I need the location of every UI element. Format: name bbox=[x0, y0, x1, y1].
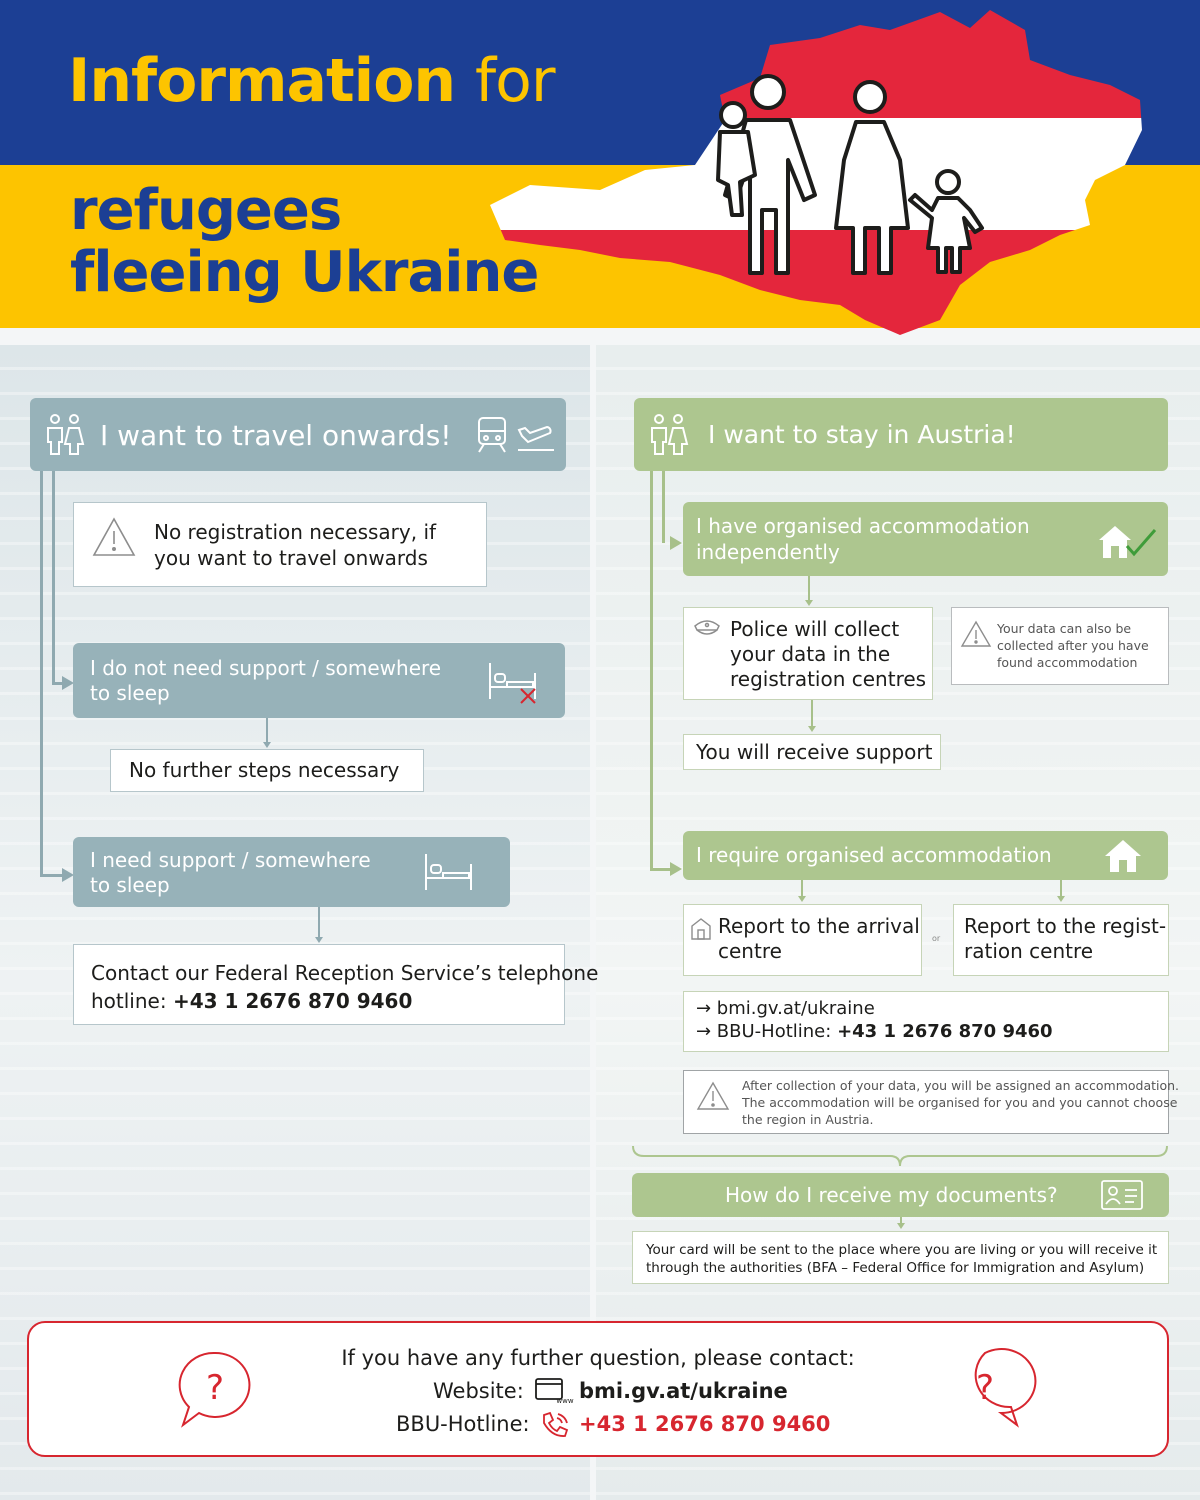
arrow-down-support bbox=[808, 726, 816, 732]
people-icon bbox=[44, 414, 86, 456]
no-registration-box bbox=[73, 502, 487, 587]
footer-question: If you have any further question, please contact: bbox=[341, 1346, 855, 1370]
title-bold: Information bbox=[68, 46, 456, 116]
travel-onwards-title: I want to travel onwards! bbox=[100, 419, 452, 452]
require-accommodation-header bbox=[683, 831, 1168, 880]
subtitle-line-1: refugees bbox=[70, 178, 342, 243]
bed-icon bbox=[423, 850, 477, 894]
documents-header bbox=[632, 1173, 1169, 1217]
link-hotline-phone[interactable]: +43 1 2676 870 9460 bbox=[837, 1021, 1053, 1042]
organised-accommodation-header bbox=[683, 502, 1168, 576]
regist-line-2: ration centre bbox=[964, 939, 1094, 963]
phone-icon bbox=[540, 1411, 570, 1439]
receive-support-text: You will receive support bbox=[696, 740, 933, 764]
need-support-line-1: I need support / somewhere bbox=[90, 848, 371, 872]
connector-inner-right bbox=[662, 471, 665, 543]
police-cap-icon bbox=[693, 618, 721, 638]
no-support-header bbox=[73, 643, 565, 718]
connector-need-support-down bbox=[318, 907, 320, 937]
data-note-box bbox=[951, 607, 1169, 685]
contact-line-2 bbox=[91, 987, 412, 1015]
contact-footer bbox=[27, 1321, 1169, 1457]
subtitle-line-2: fleeing Ukraine bbox=[70, 240, 539, 305]
link-hotline bbox=[696, 1021, 1053, 1043]
arrow-down-no-further bbox=[263, 742, 271, 748]
house-check-icon bbox=[1097, 522, 1159, 562]
contact-prefix: hotline: bbox=[91, 989, 167, 1013]
warning-icon bbox=[696, 1081, 730, 1111]
assign-line-3: the region in Austria. bbox=[742, 1112, 874, 1127]
assign-line-2: The accommodation will be organised for you and you cannot choose bbox=[742, 1095, 1178, 1110]
assign-line-1: After collection of your data, you will be assigned an accommodation. bbox=[742, 1078, 1180, 1093]
footer-website-link[interactable]: bmi.gv.at/ukraine bbox=[579, 1379, 788, 1403]
connector-main-left bbox=[40, 471, 43, 876]
footer-hotline-phone[interactable]: +43 1 2676 870 9460 bbox=[579, 1412, 831, 1436]
bed-crossed-icon bbox=[487, 659, 541, 705]
connector-to-arrival bbox=[801, 880, 803, 896]
svg-text:?: ? bbox=[205, 1368, 225, 1408]
links-box bbox=[683, 991, 1169, 1052]
connector-to-support bbox=[811, 700, 813, 726]
organised-line-1: I have organised accommodation bbox=[696, 514, 1030, 538]
house-icon bbox=[1103, 838, 1143, 874]
arrow-to-organised bbox=[670, 536, 682, 550]
arrow-down-police bbox=[805, 600, 813, 606]
connector-to-regist bbox=[1060, 880, 1062, 896]
police-line-2: your data in the bbox=[730, 642, 891, 666]
card-line-1: Your card will be sent to the place where you are living or you will receive it bbox=[646, 1242, 1158, 1258]
train-icon bbox=[476, 416, 508, 454]
svg-text:www: www bbox=[556, 1397, 574, 1405]
connector-inner-left bbox=[52, 471, 55, 683]
connector-to-police bbox=[808, 576, 810, 600]
arrow-down-card bbox=[897, 1223, 905, 1229]
no-registration-text: No registration necessary, if you want to travel onwards bbox=[154, 520, 437, 570]
plane-icon bbox=[517, 418, 555, 452]
contact-phone[interactable]: +43 1 2676 870 9460 bbox=[172, 989, 413, 1013]
bracket-connector bbox=[632, 1144, 1168, 1168]
connector-branch-require bbox=[650, 868, 672, 871]
arrow-to-require bbox=[670, 862, 682, 876]
connector-branch-2 bbox=[40, 874, 64, 877]
arrival-centre-box bbox=[683, 904, 922, 976]
austria-map-family-icon bbox=[470, 0, 1160, 345]
police-line-3: registration centres bbox=[730, 667, 927, 691]
website-icon bbox=[535, 1378, 574, 1405]
arrow-down-contact bbox=[315, 937, 323, 943]
arrow-down-arrival bbox=[798, 896, 806, 902]
no-support-line-1: I do not need support / somewhere bbox=[90, 656, 442, 680]
no-support-line-2: to sleep bbox=[90, 681, 170, 705]
data-note-line-1: Your data can also be bbox=[997, 621, 1132, 636]
need-support-line-2: to sleep bbox=[90, 873, 170, 897]
footer-hotline-label: BBU-Hotline: bbox=[396, 1412, 530, 1436]
documents-title: How do I receive my documents? bbox=[725, 1183, 1058, 1207]
arrival-line-2: centre bbox=[718, 939, 782, 963]
no-further-steps-box bbox=[110, 749, 424, 792]
building-icon bbox=[690, 917, 712, 941]
arrow-down-regist bbox=[1057, 896, 1065, 902]
stay-austria-header bbox=[634, 398, 1168, 471]
card-line-2: through the authorities (BFA – Federal Office for Immigration and Asylum) bbox=[646, 1260, 1145, 1276]
data-note-line-3: found accommodation bbox=[997, 655, 1138, 670]
no-further-steps-text: No further steps necessary bbox=[129, 758, 400, 782]
warning-icon bbox=[960, 620, 992, 648]
receive-support-box bbox=[683, 734, 941, 770]
arrival-line-1: Report to the arrival bbox=[718, 914, 920, 938]
regist-line-1: Report to the regist- bbox=[964, 914, 1167, 938]
page-subtitle bbox=[70, 180, 538, 304]
need-support-header bbox=[73, 837, 510, 907]
connector-no-support-down bbox=[266, 718, 268, 742]
organised-line-2: independently bbox=[696, 540, 840, 564]
id-card-icon bbox=[1101, 1180, 1143, 1210]
title-light: for bbox=[475, 46, 555, 116]
assignment-note-box bbox=[683, 1070, 1180, 1134]
or-label: or bbox=[932, 934, 941, 943]
link-website[interactable]: → bmi.gv.at/ukraine bbox=[696, 998, 875, 1019]
contact-hotline-box bbox=[73, 944, 599, 1025]
warning-icon bbox=[92, 517, 136, 557]
card-info-box bbox=[632, 1231, 1169, 1284]
data-note-line-2: collected after you have bbox=[997, 638, 1149, 653]
registration-centre-box bbox=[953, 904, 1169, 976]
contact-line-1: Contact our Federal Reception Service’s telephone bbox=[91, 961, 599, 985]
people-icon bbox=[648, 414, 690, 456]
footer-website-label: Website: bbox=[433, 1379, 524, 1403]
travel-onwards-header bbox=[30, 398, 566, 471]
require-accommodation-text: I require organised accommodation bbox=[696, 843, 1052, 867]
link-hotline-prefix: → BBU-Hotline: bbox=[696, 1021, 832, 1042]
police-line-1: Police will collect bbox=[730, 617, 900, 641]
connector-main-right bbox=[650, 471, 653, 871]
svg-text:?: ? bbox=[975, 1368, 995, 1408]
stay-austria-title: I want to stay in Austria! bbox=[708, 420, 1016, 449]
police-collect-box bbox=[683, 607, 933, 700]
